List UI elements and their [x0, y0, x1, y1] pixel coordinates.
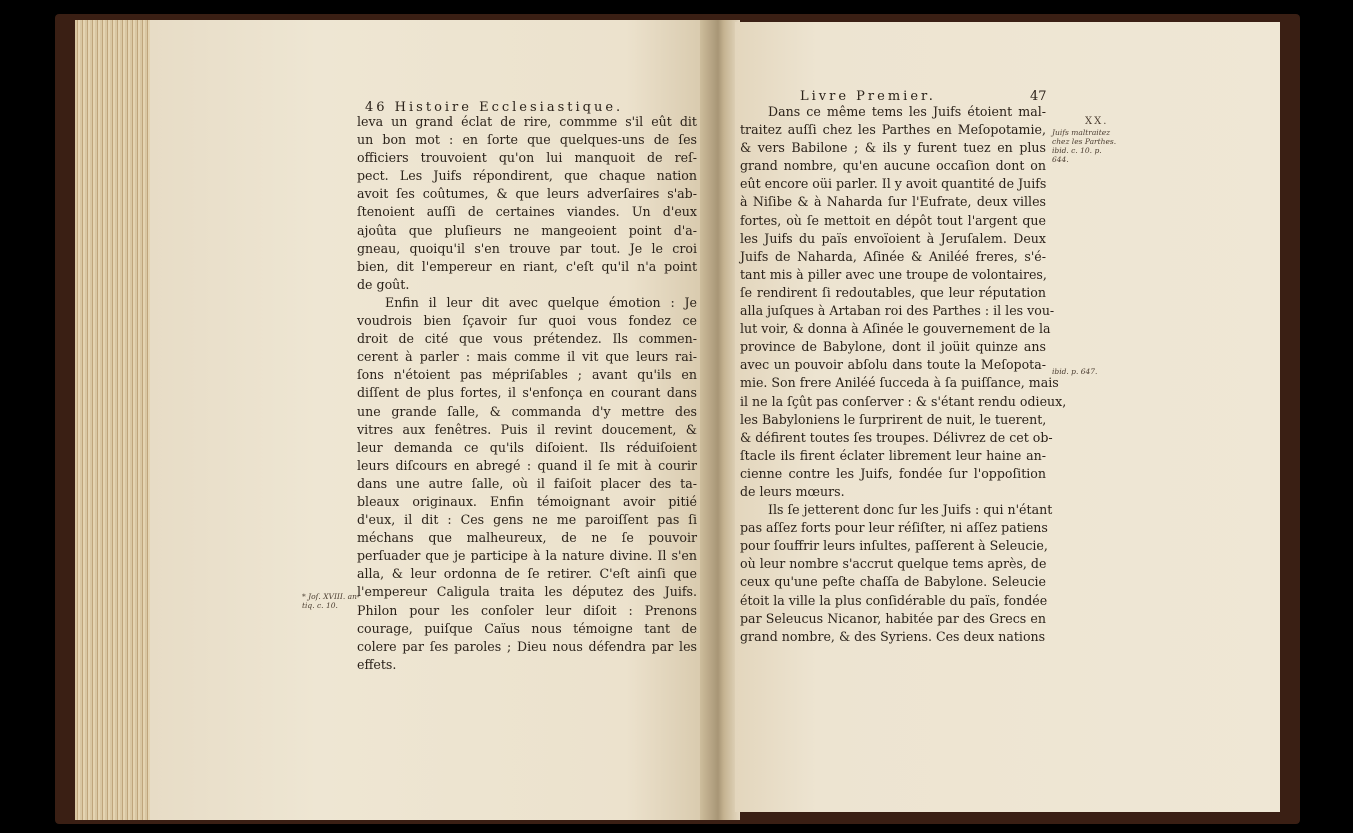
text-line: province de Babylone, dont il joüit quinze ans — [740, 339, 1046, 355]
text-line: lut voir, & donna à Aſinée le gouvernement de la — [740, 321, 1051, 337]
text-line: leurs diſcours en abregé : quand il ſe mit à courir — [357, 457, 697, 473]
margin-note-line: 644. — [1052, 155, 1069, 164]
margin-note-line: tiq. c. 10. — [302, 601, 338, 610]
text-line: droit de cité que vous prétendez. Ils commen- — [357, 331, 697, 347]
text-line: l'empereur Caligula traita les députez des Juifs. — [357, 584, 697, 600]
text-line: ſtacle ils firent éclater librement leur haine an- — [740, 447, 1046, 463]
text-line: leva un grand éclat de rire, commme s'il eût dit — [357, 114, 697, 129]
margin-note-line: * Joſ. XVIII. an- — [302, 592, 360, 601]
text-line: un bon mot : en ſorte que quelques-uns de ſes — [357, 132, 697, 148]
text-line: bleaux originaux. Enfin témoignant avoir pitié — [357, 493, 697, 509]
left-margin-note — [302, 592, 359, 610]
text-line: ſe rendirent ſi redoutables, que leur réputation — [740, 284, 1046, 300]
text-line: dans une autre ſalle, où il faiſoit placer des ta- — [357, 475, 697, 491]
text-line: Enfin il leur dit avec quelque émotion : Je — [385, 294, 697, 310]
text-line: de goût. — [357, 276, 410, 292]
text-line: grand nombre, qu'en aucune occaſion dont on — [740, 158, 1046, 174]
text-line: d'eux, il dit : Ces gens ne me paroiſſent pas ſi — [357, 512, 697, 528]
text-line: diſſent de plus fortes, il s'enfonça en courant dans — [357, 385, 697, 401]
text-line: tant mis à piller avec une troupe de volontaires, — [740, 266, 1047, 282]
text-line: leur demanda ce qu'ils diſoient. Ils réduiſoient — [357, 439, 697, 455]
text-line: ceux qu'une peſte chaſſa de Babylone. Seleucie — [740, 574, 1046, 590]
page-number: 47 — [1030, 89, 1047, 104]
text-line: vitres aux fenêtres. Puis il revint doucement, & — [357, 421, 697, 437]
margin-note-line: ibid. c. 10. p. — [1052, 146, 1102, 155]
text-line: de leurs mœurs. — [740, 483, 845, 499]
margin-note-line: Juifs maltraitez — [1052, 128, 1111, 137]
book-gutter — [700, 20, 740, 820]
text-line: pas aſſez forts pour leur réſiſter, ni aſſez patiens — [740, 520, 1048, 536]
text-line: avoit ſes coûtumes, & que leurs adverſaires s'ab- — [357, 186, 697, 202]
right-margin-note-mid — [1052, 367, 1097, 376]
text-line: traitez auſſi chez les Parthes en Meſopotamie, — [740, 122, 1046, 138]
text-line: perſuader que je participe à la nature divine. Il s'en — [357, 548, 697, 564]
text-line: il ne la ſçût pas conſerver : & s'étant rendu odieux, — [740, 393, 1067, 409]
text-line: Dans ce même tems les Juifs étoient mal- — [768, 104, 1046, 119]
text-line: cerent à parler : mais comme il vit que leurs rai- — [357, 349, 697, 365]
text-line: fortes, où ſe mettoit en dépôt tout l'argent que — [740, 212, 1046, 228]
right-running-head: Livre Premier. — [800, 89, 936, 104]
text-line: ajoûta que pluſieurs ne mangeoient point d'a- — [357, 222, 697, 238]
text-line: où leur nombre s'accrut quelque tems après, de — [740, 556, 1047, 572]
text-line: avec un pouvoir abſolu dans toute la Meſopota- — [740, 357, 1046, 373]
text-line: effets. — [357, 656, 397, 672]
text-line: voudrois bien ſçavoir ſur quoi vous fondez ce — [357, 313, 697, 329]
text-line: mie. Son frere Aniléé ſucceda à ſa puiſſance, mais — [740, 375, 1059, 391]
text-line: les Babyloniens le ſurprirent de nuit, le tuerent, — [740, 411, 1047, 427]
text-line: colere par ſes paroles ; Dieu nous défendra par les — [357, 638, 697, 654]
left-page-text — [357, 113, 697, 674]
text-line: courage, puiſque Caïus nous témoigne tant de — [357, 620, 697, 636]
text-line: pect. Les Juifs répondirent, que chaque nation — [357, 168, 697, 184]
margin-note-line: ibid. p. 647. — [1052, 367, 1098, 376]
text-line: & vers Babilone ; & ils y furent tuez en plus — [740, 140, 1046, 156]
text-line: Philon pour les conſoler leur diſoit : Prenons — [357, 602, 697, 618]
text-line: Juifs de Naharda, Aſinée & Aniléé freres, s'é- — [740, 248, 1046, 264]
text-line: ſons n'étoient pas mépriſables ; avant qu'ils en — [357, 367, 697, 383]
section-mark: XX. — [1085, 116, 1109, 127]
text-line: alla, & leur ordonna de ſe retirer. C'eſt ainſi que — [357, 566, 697, 582]
text-line: alla juſques à Artaban roi des Parthes : il les vou- — [740, 303, 1055, 319]
text-line: méchans que malheureux, de ne ſe pouvoir — [357, 530, 697, 546]
margin-note-line: chez les Parthes. — [1052, 137, 1117, 146]
text-line: eût encore oüi parler. Il y avoit quantité de Juifs — [740, 176, 1047, 192]
text-line: les Juifs du païs envoïoient à Jeruſalem. Deux — [740, 230, 1046, 246]
text-line: ſtenoient auſſi de certaines viandes. Un d'eux — [357, 204, 697, 220]
text-line: étoit la ville la plus conſidérable du païs, fondée — [740, 592, 1048, 608]
text-line: & défirent toutes ſes troupes. Délivrez de cet ob- — [740, 429, 1053, 445]
left-running-head: 46 Histoire Ecclesiastique. — [365, 100, 624, 115]
text-line: par Seleucus Nicanor, habitée par des Grecs en — [740, 610, 1046, 626]
text-line: grand nombre, & des Syriens. Ces deux nations — [740, 628, 1046, 644]
text-line: cienne contre les Juifs, fondée ſur l'oppoſition — [740, 465, 1046, 481]
text-line: Ils ſe jetterent donc ſur les Juifs : qui n'étant — [768, 502, 1053, 518]
text-line: pour ſouffrir leurs inſultes, paſſerent à Seleucie, — [740, 538, 1048, 554]
text-line: officiers trouvoient qu'on lui manquoit de reſ- — [357, 150, 697, 166]
text-line: gneau, quoiqu'il s'en trouve par tout. Je le croi — [357, 240, 697, 256]
text-line: une grande ſalle, & commanda d'y mettre des — [357, 403, 697, 419]
text-line: bien, dit l'empereur en riant, c'eſt qu'il n'a point — [357, 258, 697, 274]
right-margin-note-top — [1052, 128, 1116, 164]
text-line: à Niſibe & à Naharda ſur l'Eufrate, deux villes — [740, 194, 1046, 210]
